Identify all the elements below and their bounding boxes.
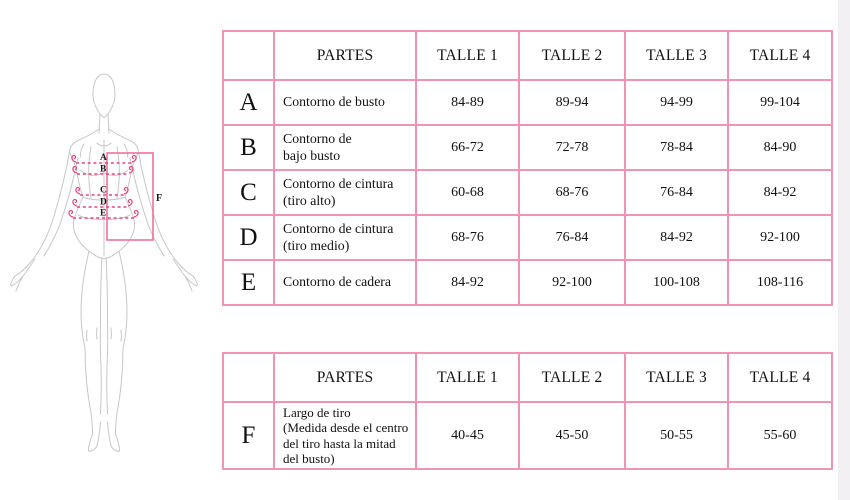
measure-value: 78-84 [625,125,728,170]
measure-value: 66-72 [416,125,519,170]
measure-value: 99-104 [728,80,832,125]
length-row-f [223,402,832,469]
col-header-partes: PARTES [274,31,416,80]
col-header-talle-1: TALLE 1 [416,31,519,80]
size-row-c [223,170,832,215]
measure-name: Contorno de cintura (tiro medio) [274,215,416,260]
measure-value: 84-92 [416,260,519,305]
measure-value: 68-76 [519,170,625,215]
measure-value: 60-68 [416,170,519,215]
measure-value: 76-84 [519,215,625,260]
measure-name: Contorno de busto [274,80,416,125]
length-table [222,352,833,470]
figure-label-c: C [100,185,107,196]
measure-value: 84-90 [728,125,832,170]
measure-value: 92-100 [519,260,625,305]
croquis-figure [0,0,212,500]
measure-value: 92-100 [728,215,832,260]
measure-value: 45-50 [519,402,625,469]
measure-value: 40-45 [416,402,519,469]
figure-outline [11,74,198,451]
size-row-a [223,80,832,125]
length-table-header-row [223,353,832,402]
size-row-d [223,215,832,260]
measure-value: 108-116 [728,260,832,305]
col-header-talle-1: TALLE 1 [416,353,519,402]
size-row-b [223,125,832,170]
figure-label-f: F [156,193,163,204]
scrollbar-track[interactable] [838,0,850,500]
size-table-header-row [223,31,832,80]
figure-label-a: A [100,153,107,163]
col-header-talle-2: TALLE 2 [519,353,625,402]
size-table [222,30,833,306]
row-letter: F [223,402,274,469]
row-letter: A [223,80,274,125]
measure-value: 55-60 [728,402,832,469]
measure-value: 84-92 [728,170,832,215]
figure-label-d: D [100,197,107,208]
measure-value: 84-92 [625,215,728,260]
measure-value: 68-76 [416,215,519,260]
measure-name: Contorno de bajo busto [274,125,416,170]
row-letter: B [223,125,274,170]
col-header-talle-3: TALLE 3 [625,353,728,402]
measure-rect-f [107,153,153,240]
row-letter: E [223,260,274,305]
row-letter: C [223,170,274,215]
row-letter: D [223,215,274,260]
figure-label-e: E [100,208,107,219]
measure-value: 76-84 [625,170,728,215]
measure-value: 94-99 [625,80,728,125]
measure-name: Contorno de cintura (tiro alto) [274,170,416,215]
col-header-partes: PARTES [274,353,416,402]
col-header-talle-2: TALLE 2 [519,31,625,80]
corner-cell [223,353,274,402]
measure-name: Contorno de cadera [274,260,416,305]
size-row-e [223,260,832,305]
measure-name: Largo de tiro (Medida desde el centro del tiro hasta la mitad del busto) [274,402,416,469]
corner-cell [223,31,274,80]
measure-value: 100-108 [625,260,728,305]
measure-value: 72-78 [519,125,625,170]
col-header-talle-4: TALLE 4 [728,31,832,80]
measure-value: 89-94 [519,80,625,125]
col-header-talle-3: TALLE 3 [625,31,728,80]
measure-value: 84-89 [416,80,519,125]
col-header-talle-4: TALLE 4 [728,353,832,402]
measure-value: 50-55 [625,402,728,469]
figure-label-b: B [100,164,107,175]
